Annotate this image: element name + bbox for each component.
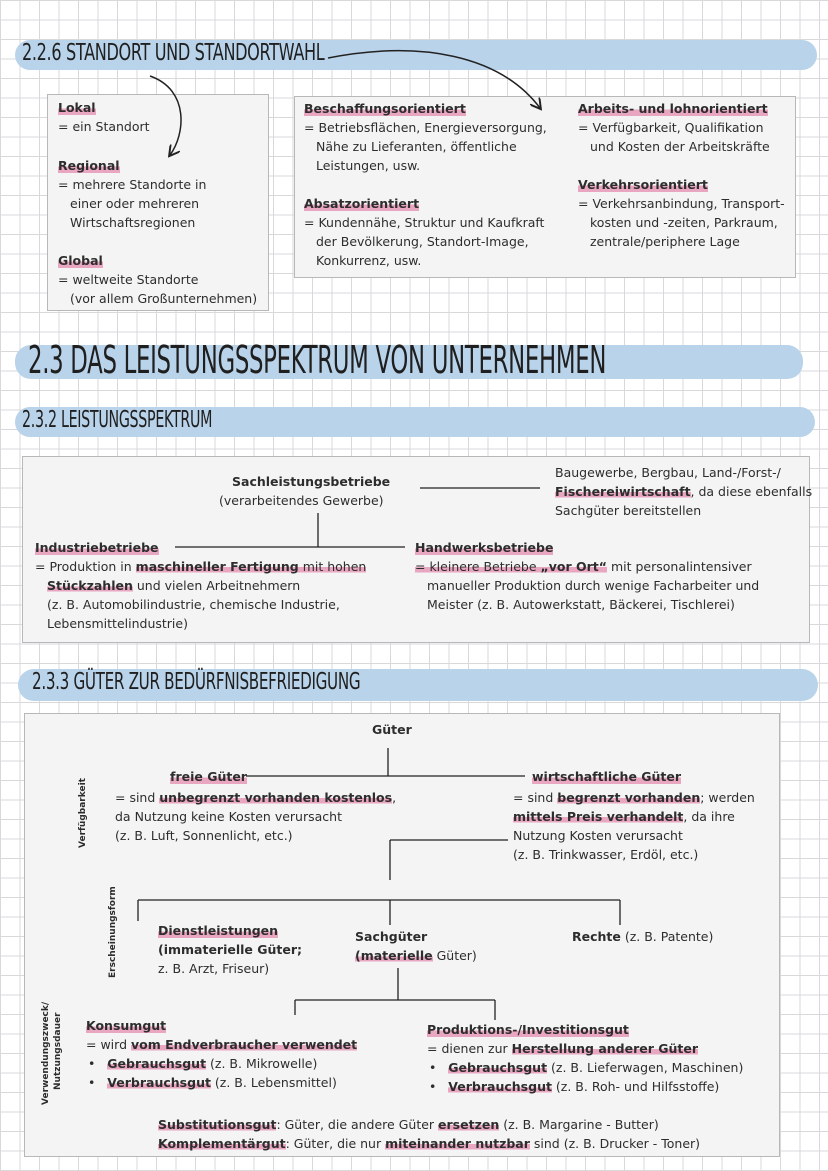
handwerk-title: Handwerksbetriebe [415,540,554,555]
konsum-example: (z. B. Lebensmittel) [210,1075,337,1090]
vor-ort-highlight: „vor Ort“ [540,559,607,574]
bullet-icon: • [88,1056,108,1071]
komplementaergut-highlight: Komplementärgut [158,1136,286,1151]
regional-title: Regional [58,158,120,173]
section-heading: 2.2.6 STANDORT UND STANDORTWAHL [22,40,325,66]
freie-highlight: unbegrenzt vorhanden kostenlos [159,790,393,805]
industrie-text-c: mit hohen [298,559,367,574]
chapter-heading: 2.3 DAS LEISTUNGSSPEKTRUM VON UNTERNEHMEN [28,338,607,382]
prod-example: (z. B. Roh- und Hilfsstoffe) [551,1079,720,1094]
industrie-text-a: = Produktion in [35,559,136,574]
gebrauchsgut-highlight: Gebrauchsgut [107,1056,207,1071]
verkehr-text: zentrale/periphere Lage [590,234,740,249]
global-title: Global [58,253,103,268]
subst-text-b: : Güter, die andere Güter [276,1117,439,1132]
beschaffung-text: Nähe zu Lieferanten, öffentliche [316,139,517,154]
bullet-icon: • [429,1079,449,1094]
wirtschaftliche-gueter-text: (z. B. Trinkwasser, Erdöl, etc.) [513,847,699,862]
freie-text-a: = sind [115,790,160,805]
bullet-icon: • [88,1075,108,1090]
materielle-highlight: (materielle [355,948,433,963]
prod-text-a: = dienen zur [427,1041,512,1056]
wirtschaftliche-gueter-text [513,788,755,807]
gebrauchsgut-highlight: Gebrauchsgut [448,1060,548,1075]
industrie-text [35,557,366,576]
wirt-text-a: = sind [513,790,558,805]
verkehr-title: Verkehrsorientiert [578,177,708,192]
wirtschaftliche-gueter-text: Nutzung Kosten verursacht [513,828,683,843]
endverbraucher-highlight: vom Endverbraucher verwendet [130,1037,358,1052]
wirtschaftliche-gueter-text [513,807,735,826]
global-text: (vor allem Großunternehmen) [70,291,258,306]
kompl-text-b: : Güter, die nur [285,1136,386,1151]
sachgueter-text-b: Güter) [432,948,477,963]
konsum-example: (z. B. Mikrowelle) [206,1056,318,1071]
erscheinungsform-label: Erscheinungsform [108,886,118,978]
baugewerbe-text-b: , da diese ebenfalls [690,484,813,499]
arbeit-text: und Kosten der Arbeitskräfte [590,139,770,154]
verwendung-label: Verwendungszweck/ [41,1001,51,1105]
fischerei-highlight: Fischereiwirtschaft [555,484,691,499]
verbrauchsgut-highlight: Verbrauchsgut [448,1079,552,1094]
handwerk-text [415,557,752,576]
substitutionsgut-highlight: Substitutionsgut [158,1117,277,1132]
regional-text: = mehrere Standorte in [58,177,207,192]
sachleistung-title: Sachleistungsbetriebe [232,474,391,489]
handwerk-text: manueller Produktion durch wenige Facharbeiter und [427,578,760,593]
konsum-text-a: = wird [86,1037,131,1052]
produktionsgut-bullet [429,1077,719,1096]
absatz-text: Konkurrenz, usw. [316,253,422,268]
wirt-highlight: begrenzt vorhanden [557,790,701,805]
absatz-title: Absatzorientiert [304,196,420,211]
beschaffung-title: Beschaffungsorientiert [304,101,466,116]
industrie-text: (z. B. Automobilindustrie, chemische Industrie, [47,597,340,612]
freie-gueter-text [115,788,396,807]
subst-text-d: (z. B. Margarine - Butter) [499,1117,659,1132]
sachgueter-text [355,946,477,965]
handwerk-text-c: mit personalintensiver [606,559,752,574]
produktionsgut-text [427,1039,698,1058]
verwendung-label: Nutzungsdauer [53,1012,63,1090]
gueter-root: Güter [372,722,412,737]
regional-text: Wirtschaftsregionen [70,215,196,230]
sachgueter-title: Sachgüter [355,929,428,944]
rechte-text [572,927,713,946]
sachleistung-subtitle: (verarbeitendes Gewerbe) [219,493,384,508]
arbeit-title: Arbeits- und lohnorientiert [578,101,768,116]
baugewerbe-text [555,482,812,501]
komplementaergut-text [158,1134,700,1153]
freie-gueter-text: (z. B. Luft, Sonnenlicht, etc.) [115,828,293,843]
baugewerbe-text [555,463,781,482]
regional-text: einer oder mehreren [70,196,200,211]
produktionsgut-bullet [429,1058,743,1077]
wirtschaftliche-gueter-title: wirtschaftliche Güter [532,769,682,784]
ersetzen-highlight: ersetzen [438,1117,500,1132]
wirt-text-c: ; werden [700,790,755,805]
bullet-icon: • [429,1060,449,1075]
dienstleistungen-title: Dienstleistungen [158,923,279,938]
baugewerbe-text-a: Baugewerbe, Bergbau, Land-/Forst-/ [555,465,781,480]
arbeit-text: = Verfügbarkeit, Qualifikation [578,120,764,135]
rechte-title: Rechte [572,929,621,944]
freie-gueter-text: da Nutzung keine Kosten verursacht [115,809,342,824]
lokal-text: = ein Standort [58,119,150,134]
baugewerbe-text: Sachgüter bereitstellen [555,503,702,518]
herstellung-highlight: Herstellung anderer Güter [511,1041,699,1056]
dienstleistungen-text: z. B. Arzt, Friseur) [158,961,270,976]
section-heading: 2.3.3 GÜTER ZUR BEDÜRFNISBEFRIEDIGUNG [32,669,361,695]
industrie-text: Lebensmittelindustrie) [47,616,188,631]
section-heading: 2.3.2 LEISTUNGSSPEKTRUM [22,407,213,433]
freie-gueter-title: freie Güter [170,769,247,784]
freie-text-c: , [392,790,397,805]
dienstleistungen-text: (immaterielle Güter; [158,942,303,957]
stueckzahlen-highlight: Stückzahlen [47,578,133,593]
industrie-highlight: maschineller Fertigung [135,559,299,574]
industrie-title: Industriebetriebe [35,540,159,555]
konsumgut-title: Konsumgut [86,1018,167,1033]
preis-highlight: mittels Preis verhandelt [513,809,684,824]
konsumgut-bullet [88,1073,337,1092]
verkehr-text: = Verkehrsanbindung, Transport- [578,196,785,211]
industrie-text [47,576,300,595]
beschaffung-text: Leistungen, usw. [316,158,421,173]
industrie-text-b: und vielen Arbeitnehmern [132,578,301,593]
rechte-example: (z. B. Patente) [620,929,714,944]
konsumgut-bullet [88,1054,317,1073]
handwerk-text: Meister (z. B. Autowerkstatt, Bäckerei, Tischlerei) [427,597,735,612]
absatz-text: = Kundennähe, Struktur und Kaufkraft [304,215,545,230]
produktionsgut-title: Produktions-/Investitionsgut [427,1022,629,1037]
prod-example: (z. B. Lieferwagen, Maschinen) [547,1060,744,1075]
lokal-title: Lokal [58,100,96,115]
handwerk-text-a: = kleinere Betriebe [415,559,541,574]
verbrauchsgut-highlight: Verbrauchsgut [107,1075,211,1090]
substitutionsgut-text [158,1115,659,1134]
nutzbar-highlight: miteinander nutzbar [385,1136,530,1151]
global-text: = weltweite Standorte [58,272,199,287]
beschaffung-text: = Betriebsflächen, Energieversorgung, [304,120,547,135]
verkehr-text: kosten und -zeiten, Parkraum, [590,215,778,230]
verfuegbarkeit-label: Verfügbarkeit [78,778,88,848]
kompl-text-d: sind (z. B. Drucker - Toner) [529,1136,701,1151]
wirt-text-d: , da ihre [683,809,735,824]
absatz-text: der Bevölkerung, Standort-Image, [316,234,529,249]
konsumgut-text [86,1035,357,1054]
